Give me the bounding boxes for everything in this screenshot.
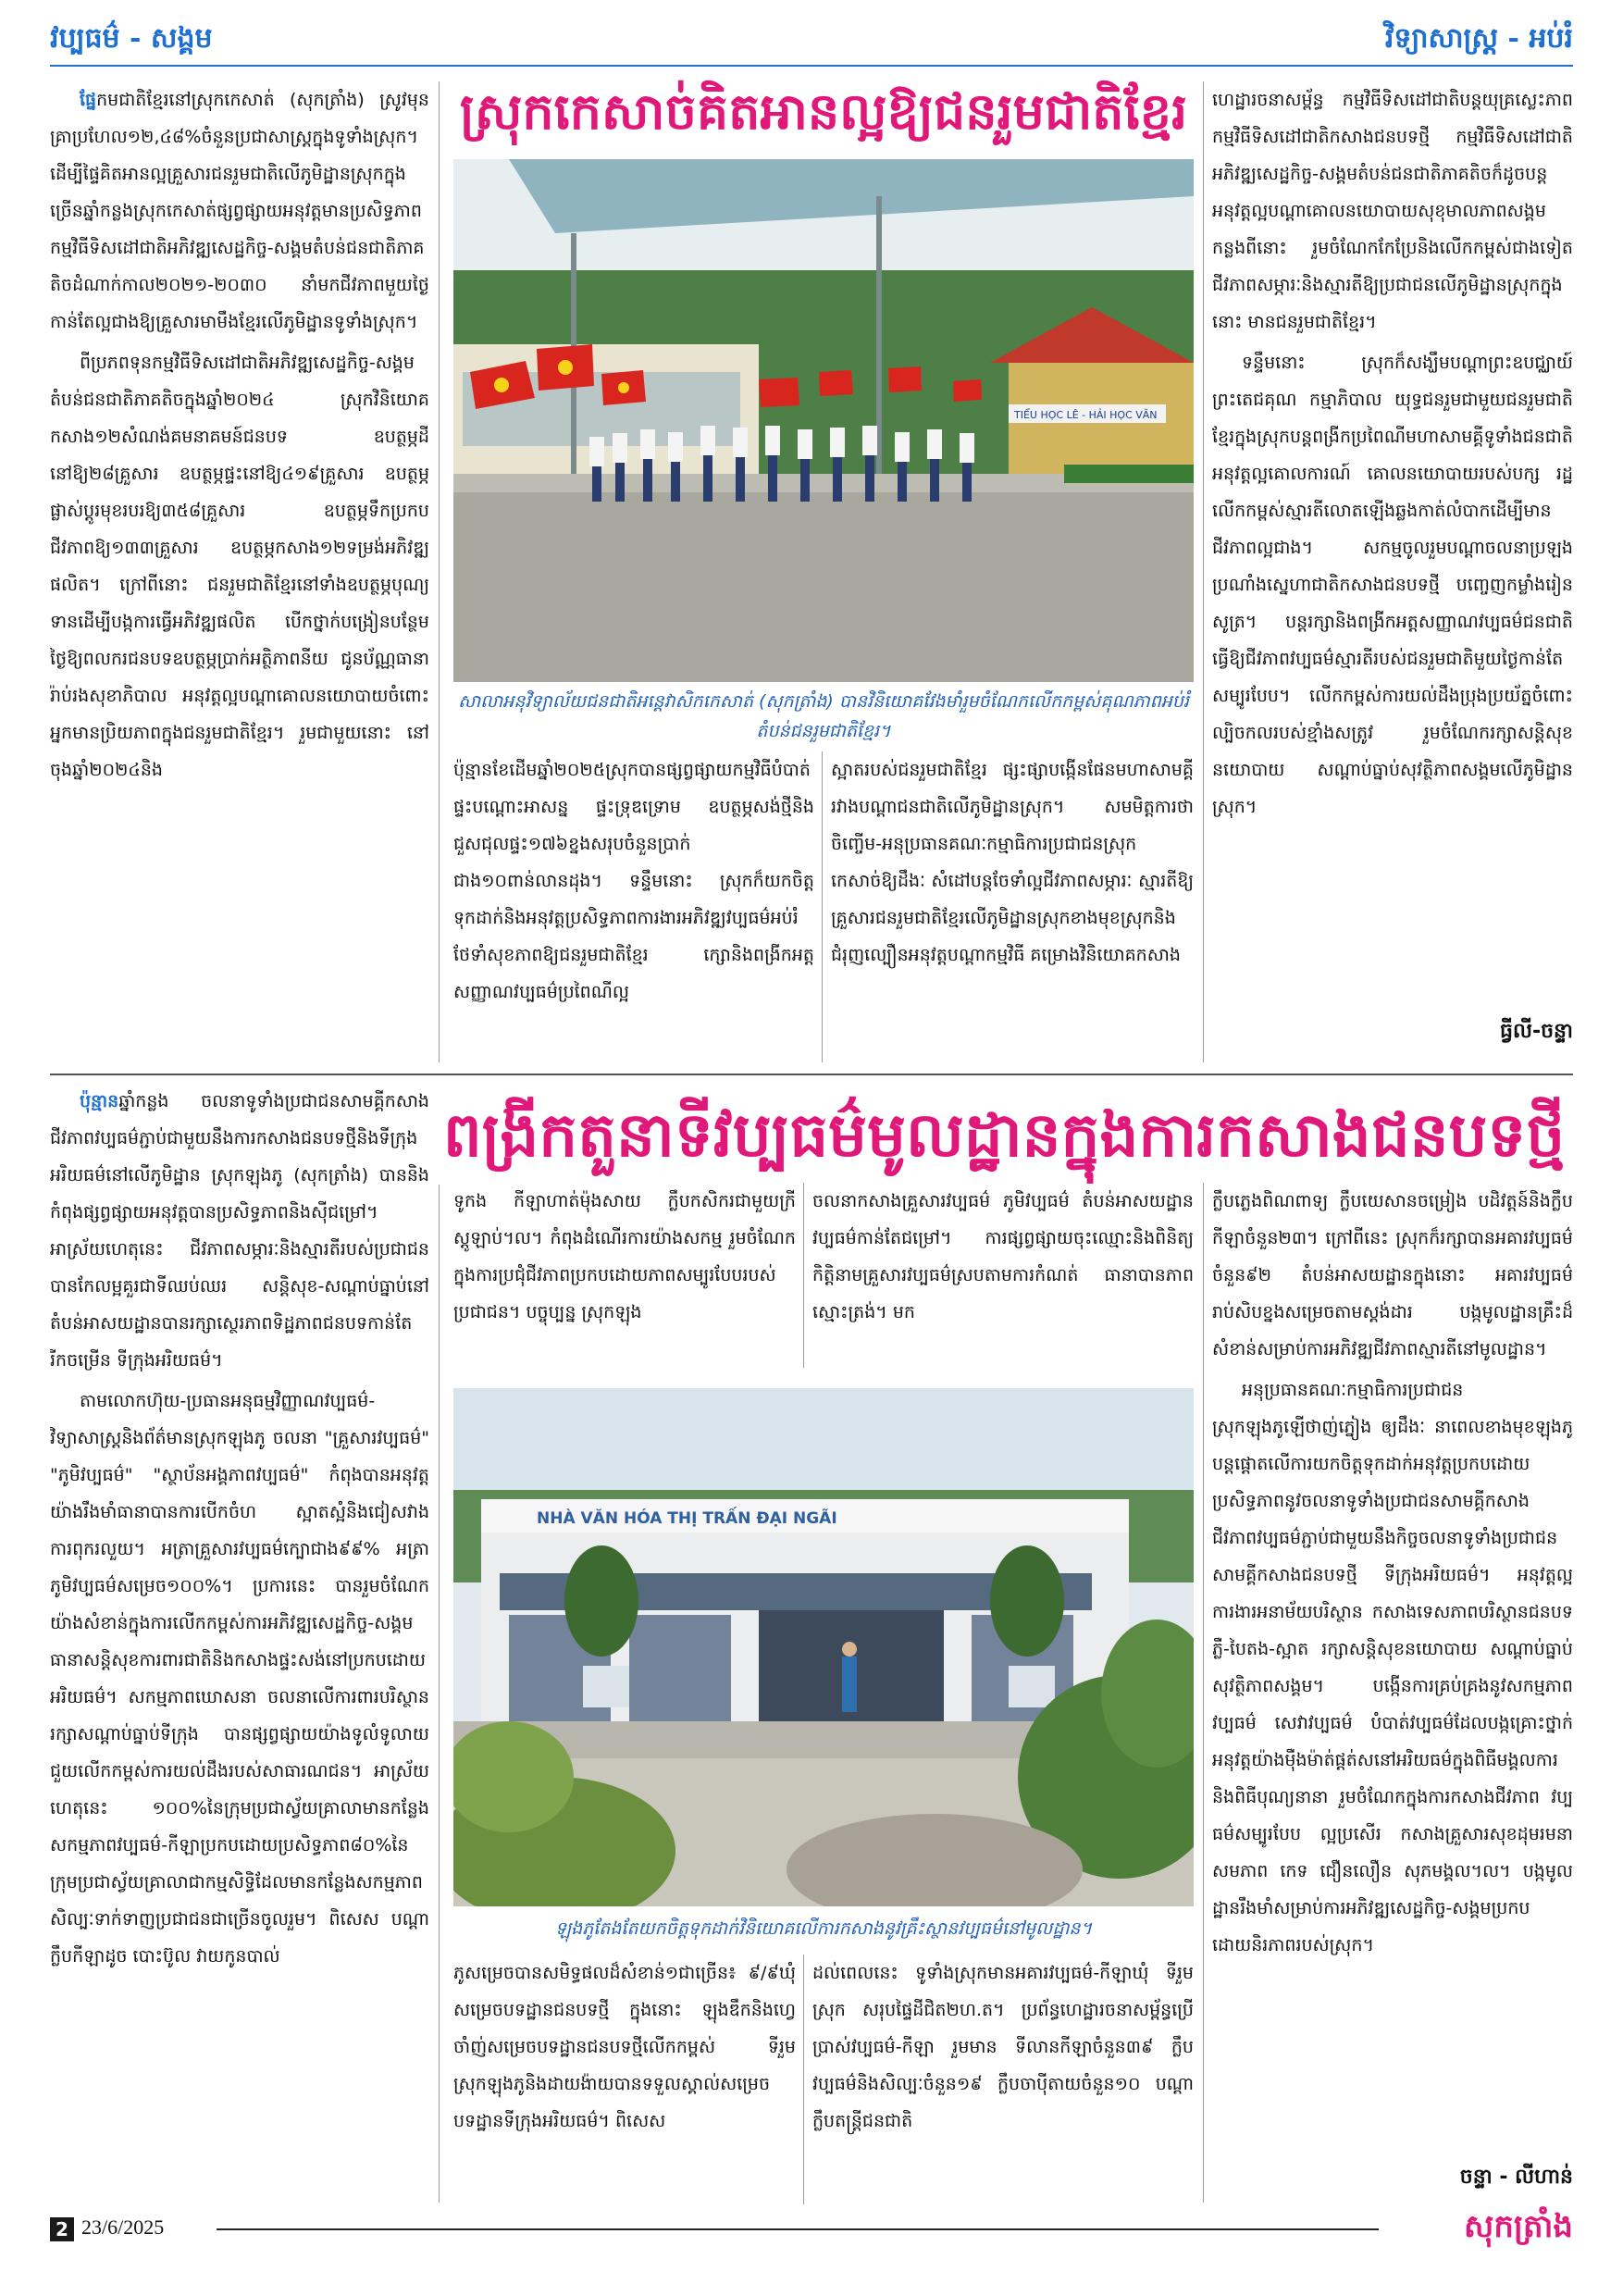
column-divider [822,751,823,1062]
article2-paragraph: ឆ្នាំកន្លង ចលនាទូទាំងប្រជាជនសាមគ្គីកសាងជីវភាពវប្បធម៌ភ្ជាប់ជាមួយនឹងការកសាងជនបទថ្មីនិងទីក្រុងអរិយធម៌នៅលើភូមិដ្ឋាន ស្រុកឡុងភូ (សុកត្រាំង) បាននិងកំពុងផ្សព្វផ្សាយអនុវត្តបានប្រសិទ្ធភាពនិងស៊ីជម្រៅ។ អាស្រ័យហេតុនេះ ជីវភាពសម្ភារៈនិងស្មារតីរបស់ប្រជាជនបានកែលម្អគួរជាទីឈប់ឈរ សន្តិសុខ-សណ្តាប់ធ្នាប់នៅតំបន់អាសយដ្ឋានបានរក្សាស្ថេរភាពទិដ្ឋភាពជនបទកាន់តែរីកចម្រើន ទីក្រុងអរិយធម៌។ [50,1091,429,1371]
article2-column-3-bottom [812,1955,1194,2204]
article1-headline: ស្រុកកេសាច់គិតអានល្អឱ្យជនរួមជាតិខ្មែរ [459,81,1188,141]
article-separator [50,1074,1573,1075]
article2-paragraph: ទូកង កីឡាហាត់ម៉ុងសាយ ក្លឹបកសិករជាមួយក្រីស្តូឡាប់។ល។ កំពុងដំណើរការយ៉ាងសកម្ម រួមចំណែកក្នុងការប្រជុំជីវភាពប្រកបដោយភាពសម្បូរបែបរបស់ប្រជាជន។ បច្ចុប្បន្ន ស្រុកឡុង [453,1191,796,1322]
article2-paragraph: ចលនាកសាងគ្រួសារវប្បធម៌ ភូមិវប្បធម៌ តំបន់អាសយដ្ឋានវប្បធម៌កាន់តែជម្រៅ។ ការផ្សព្វផ្សាយចុះឈ្មោះនិងពិនិត្យ កិត្តិនាមគ្រួសារវប្បធម៌ស្របតាមការកំណត់ ធានាបានភាពស្មោះត្រង់។ មក [812,1191,1194,1322]
article1-paragraph: ហេដ្ឋារចនាសម្ព័ន្ធ កម្មវិធីទិសដៅជាតិបន្តយុគ្រស្លេះភាព កម្មវិធីទិសដៅជាតិកសាងជនបទថ្មី កម្មវិធីទិសដៅជាតិអភិវឌ្ឍសេដ្ឋកិច្ច-សង្គមតំបន់ជនជាតិភាគតិចក៏ដូចបន្តអនុវត្តល្អបណ្តាគោលនយោបាយសុខុមាលភាពសង្គម កន្លងពីនោះ រួមចំណែកកែប្រែនិងលើកកម្ពស់ជាងទៀតជីវភាពសម្ភារៈនិងស្មារតីឱ្យប្រជាជនលើភូមិដ្ឋានស្រុកក្នុងនោះ មានជនរួមជាតិខ្មែរ។ [1212,90,1573,332]
column-divider [1203,1183,1204,2203]
school-sign-text: TIỂU HỌC LÊ - HẢI HỌC VĂN [1014,409,1158,421]
article1-paragraph: កមជាតិខ្មែរនៅស្រុកកេសាត់ (សុកត្រាំង) ស្រូវមុនគ្រាប្រហែល១២,៤៨%ចំនួនប្រជាសាស្ត្រក្នុងទូទាំងស្រុក។ ដើម្បីផ្ទៃគិតអានល្អគ្រួសារជនរួមជាតិលើភូមិដ្ឋានស្រុកក្នុងច្រើនឆ្នាំកន្លងស្រុកកេសាត់ផ្សព្វផ្សាយអនុវត្តមានប្រសិទ្ធភាពកម្មវិធីទិសដៅជាតិអភិវឌ្ឍសេដ្ឋកិច្ច-សង្គមតំបន់ជនជាតិភាគតិចដំណាក់កាល២០២១-២០៣០ នាំមកជីវភាពមួយថ្ងៃកាន់តែល្អជាងឱ្យគ្រួសារមាមឹងខ្មែរលើភូមិដ្ឋានទូទាំងស្រុក។ [50,90,429,332]
article1-column-4 [1212,81,1573,1007]
footer-rule [217,2228,1379,2230]
article2-paragraph: តាមលោកហ៊ុយ-ប្រធានអនុធម្មវិញ្ញាណវប្បធម៌-វិទ្យាសាស្ត្រនិងព័ត៌មានស្រុកឡុងភូ ចលនា "គ្រួសារវប្បធម៌" "ភូមិវប្បធម៌" "ស្ថាប័នអង្គភាពវប្បធម៌" កំពុងបានអនុវត្តយ៉ាងរឹងមាំធានាបានការបើកចំហ ស្អាតស្អំនិងជៀសវាងការពុករលួយ។ អត្រាគ្រួសារវប្បធម៌ក្បោជាង៩៩% អត្រាភូមិវប្បធម៌សម្រេច១០០%។ ប្រការនេះ បានរួមចំណែកយ៉ាងសំខាន់ក្នុងការលើកកម្ពស់ការអភិវឌ្ឍសេដ្ឋកិច្ច-សង្គម ធានាសន្តិសុខការពារជាតិនិងកសាងផ្ទះសង់នៅប្រកបដោយអរិយធម៌។ សកម្មភាពឃោសនា ចលនាលើការពារបរិស្ថាន រក្សាសណ្តាប់ធ្នាប់ទីក្រុង បានផ្សព្វផ្សាយយ៉ាងទូលំទូលាយ ជួយលើកកម្ពស់ការយល់ដឹងរបស់សាធារណជន។ អាស្រ័យហេតុនេះ ១០០%នៃក្រុមប្រជាស្វ័យគ្រាលាមានកន្លែងសកម្មភាពវប្បធម៌-កីឡាប្រកបដោយប្រសិទ្ធភាព៨០%នៃក្រុមប្រជាស្វ័យគ្រាលាជាកម្មសិទ្ធិដែលមានកន្លែងសកម្មភាពសិល្បៈទាក់ទាញប្រជាជនជាច្រើនចូលរួម។ ពិសេស បណ្តាក្លឹបកីឡាដូច បោះប៊ូល វាយកូនបាល់ [50,1391,429,1967]
article2-signature: ចន្ទា - លីហាន់ [1459,2166,1573,2189]
article2-paragraph: ក្លឹបភ្លេងពិណពាទ្យ ក្លឹបយេសានចម្រៀង បដិវត្តន៍និងក្លឹបកីឡាចំនួន២៣។ ក្រៅពីនេះ ស្រុកក៏រក្សាបានអគារវប្បធម៌ចំនួន៩២ តំបន់អាសយដ្ឋានក្នុងនោះ អគារវប្បធម៌រាប់សិបខ្នងសម្រេចតាមស្តង់ដារ បង្កមូលដ្ឋានគ្រឹះដ៏សំខាន់សម្រាប់ការអភិវឌ្ឍជីវភាពស្មារតីនៅមូលដ្ឋាន។ [1212,1191,1573,1359]
article1-dropcap: ផ្នែ [80,90,97,110]
section-label-right: វិទ្យាសាស្ត្រ - អប់រំ [1384,22,1573,55]
article2-column-1 [50,1083,429,2203]
article1-column-2 [453,751,814,1062]
article2-column-2-bottom [453,1955,796,2204]
article2-paragraph: ដល់ពេលនេះ ទូទាំងស្រុកមានអគារវប្បធម៌-កីឡាឃុំ ទីរួមស្រុក សរុបផ្ទៃដីជិត២ហ.ត។ ប្រព័ន្ធហេដ្ឋារចនាសម្ព័ន្ធប្រើប្រាស់វប្បធម៌-កីឡា រួមមាន ទីលានកីឡាចំនួន៣៩ ក្លឹបវប្បធម៌និងសិល្បៈចំនួន១៩ ក្លឹបចាប៉ីតាយចំនួន១០ បណ្តាក្លឹបតន្ត្រីជនជាតិ [812,1963,1194,2131]
section-label-left: វប្បធម៌ - សង្គម [50,22,213,55]
article2-column-3-top [812,1183,1194,1368]
article2-photo-cultural-house [453,1388,1194,1906]
article1-paragraph: ប៉ុន្មានខែដើមឆ្នាំ២០២៥ស្រុកបានផ្សព្វផ្សាយកម្មវិធីបំបាត់ផ្ទះបណ្តោះអាសន្ន ផ្ទះទ្រុឌទ្រោម ឧបត្ថម្ភសង់ថ្មីនិងជួសជុលផ្ទះ១៧៦ខ្នងសរុបចំនួនប្រាក់ជាង១០ពាន់លានដុង។ ទន្ទឹមនោះ ស្រុកក៏យកចិត្តទុកដាក់និងអនុវត្តប្រសិទ្ធភាពការងារអភិវឌ្ឍវប្បធម៌អប់រំ ថែទាំសុខភាពឱ្យជនរួមជាតិខ្មែរ ក្សោនិងពង្រីកអត្តសញ្ញាណវប្បធម៌ប្រពៃណីល្អ [453,760,814,1002]
article2-photo-caption: ឡុងភូតែងតែយកចិត្តទុកដាក់វិនិយោគលើការកសាងនូវគ្រឹះស្ថានវប្បធម៌នៅមូលដ្ឋាន។ [554,1918,1093,1939]
issue-date: 23/6/2025 [81,2215,165,2239]
article1-photo-caption: សាលាអនុវិទ្យាល័យជនជាតិអន្តេវាសិកកេសាត់ (សុកត្រាំង) បានវិនិយោគវែងមាំរួមចំណែកលើកកម្ពស់គុណភាពអប់រំតំបន់ជនរួមជាតិខ្មែរ។ [458,691,1189,741]
column-divider [439,1185,440,2203]
article2-paragraph: អនុប្រធានគណៈកម្មាធិការប្រជាជនស្រុកឡុងភូឡើថាញ់ភ្នៀង ឲ្យដឹងៈ នាពេលខាងមុខឡុងភូបន្តផ្តោតលើការយកចិត្តទុកដាក់អនុវត្តប្រកបដោយប្រសិទ្ធភាពនូវចលនាទូទាំងប្រជាជនសាមគ្គីកសាងជីវភាពវប្បធម៌ភ្ជាប់ជាមួយនឹងកិច្ចចលនាទូទាំងប្រជាជនសាមគ្គីកសាងជនបទថ្មី ទីក្រុងអរិយធម៌។ អនុវត្តល្អការងារអនាម័យបរិស្ថាន កសាងទេសភាពបរិស្ថានជនបទភ្លឺ-បៃតង-ស្អាត រក្សាសន្តិសុខនយោបាយ សណ្តាប់ធ្នាប់ សុវត្ថិភាពសង្គម។ បង្កើនការគ្រប់គ្រងនូវសកម្មភាពវប្បធម៌ សេវាវប្បធម៌ បំបាត់វប្បធម៌ដែលបង្កគ្រោះថ្នាក់ អនុវត្តយ៉ាងម៉ឺងម៉ាត់ផ្តត់សនៅអរិយធម៌ក្នុងពិធីមង្គលការនិងពិធីបុណ្យនានា រួមចំណែកក្នុងការកសាងជីវភាព វប្បធម៌សម្បូរបែប ល្អប្រសើរ កសាងគ្រួសារសុខដុមរមនា សមភាព កេទ ជឿនលឿន សុភមង្គល។ល។ បង្កមូលដ្ឋានរឹងមាំសម្រាប់ការអភិវឌ្ឍសេដ្ឋកិច្ច-សង្គមប្រកបដោយនិរភាពរបស់ស្រុក។ [1212,1380,1573,1955]
article1-photo-school-flag-parade [453,159,1194,682]
article1-column-1 [50,81,429,1062]
header-rule [50,65,1573,67]
article2-column-2-top [453,1183,796,1368]
article1-paragraph: ពីប្រភពទុនកម្មវិធីទិសដៅជាតិអភិវឌ្ឍសេដ្ឋកិច្ច-សង្គមតំបន់ជនជាតិភាគតិចក្នុងឆ្នាំ២០២៤ ស្រុកវិនិយោគកសាង១២សំណង់គមនាគមន៍ជនបទ ឧបត្ថម្ភដីនៅឱ្យ២៨គ្រួសារ ឧបត្ថម្ភផ្ទះនៅឱ្យ៤១៩គ្រួសារ ឧបត្ថម្ភផ្លាស់ប្តូរមុខរបរឱ្យ៣៥៨គ្រួសារ ឧបត្ថម្ភទឹកប្រកបជីវភាពឱ្យ១៣៣គ្រួសារ ឧបត្ថម្ភកសាង១២ទម្រង់អភិវឌ្ឍផលិត។ ក្រៅពីនោះ ជនរួមជាតិខ្មែរនៅទាំងឧបត្ថម្ភបុណ្យទានដើម្បីបង្កការធ្វើអភិវឌ្ឍផលិត បើកថ្នាក់បង្រៀនបន្ថែមថ្ងៃឱ្យពលករជនបទឧបត្ថម្ភប្រាក់អត្ថិភាពនីយ ជូនប័ណ្ណធានារ៉ាប់រងសុខាភិបាល អនុវត្តល្អបណ្តាគោលនយោបាយចំពោះអ្នកមានប្រិយភាពក្នុងជនរួមជាតិខ្មែរ។ រួមជាមួយនោះ នៅចុងឆ្នាំ២០២៤និង [50,353,429,780]
article2-dropcap: ប៉ុន្មាន [80,1091,119,1111]
column-divider [803,1183,804,1368]
column-divider [1203,81,1204,1062]
article2-paragraph: ភូសម្រេចបានសមិទ្ធផលដ៏សំខាន់១ជាច្រើន៖ ៩/៩ឃុំសម្រេចបទដ្ឋានជនបទថ្មី ក្នុងនោះ ឡុងឌឹកនិងហ្វេចាំញ់សម្រេចបទដ្ឋានជនបទថ្មីលើកកម្ពស់ ទីរួមស្រុកឡុងភូនិងដាយង៉ាយបានទទួលស្គាល់សម្រេចបទដ្ឋានទីក្រុងអរិយធម៌។ ពិសេស [453,1963,796,2131]
page-footer [50,2208,1573,2258]
article1-paragraph: ទន្ទឹមនោះ ស្រុកក៏សង្ឃឹមបណ្តាព្រះឧបជ្ឈាយ៍ព្រះតេជគុណ កម្មាភិបាល យុទ្ធជនរួមជាមួយជនរួមជាតិខ្មែរក្នុងស្រុកបន្តពង្រីកប្រពៃណីមហាសាមគ្គីទូទាំងជនជាតិ អនុវត្តល្អគោលការណ៍ គោលនយោបាយរបស់បក្ស រដ្ឋលើកកម្ពស់ស្មារតីលោតឡើងឆ្លងកាត់លំបាកដើម្បីមានជីវភាពល្អជាង។ សកម្មចូលរួមបណ្តាចលនាប្រឡងប្រណាំងស្នេហាជាតិកសាងជនបទថ្មី បញ្ចេញកម្លាំងរៀនសូត្រ។ បន្តរក្សានិងពង្រីកអត្តសញ្ញាណវប្បធម៌ជនជាតិធ្វើឱ្យជីវភាពវប្បធម៌ស្មារតីរបស់ជនរួមជាតិមួយថ្ងៃកាន់តែសម្បូរបែប។ លើកកម្ពស់ការយល់ដឹងប្រុងប្រយ័ត្នចំពោះល្បិចកលរបស់ខ្មាំងសត្រូវ រួមចំណែករក្សាសន្តិសុខនយោបាយ សណ្តាប់ធ្នាប់សុវត្ថិភាពសង្គមលើភូមិដ្ឋានស្រុក។ [1212,353,1573,817]
article2-column-4 [1212,1183,1573,2154]
building-sign-text: NHÀ VĂN HÓA THỊ TRẤN ĐẠI NGÃI [537,1509,837,1528]
page-number: 2 [50,2217,74,2241]
article1-signature: ធ្វីលី-ចន្ទា [1500,1020,1573,1043]
column-divider [803,1955,804,2204]
article2-headline: ពង្រីកតួនាទីវប្បធម៌មូលដ្ឋានក្នុងការកសាងជនបទថ្មី [442,1098,1566,1171]
article1-paragraph: ស្អាតរបស់ជនរួមជាតិខ្មែរ ផ្សះផ្សាបង្កើនផែនមហាសាមគ្គីរវាងបណ្តាជនជាតិលើភូមិដ្ឋានស្រុក។ សមមិត្តការថាចិញ្ចើម-អនុប្រធានគណៈកម្មាធិការប្រជាជនស្រុកកេសាច់ឱ្យដឹងៈ សំដៅបន្តចែទាំល្អជីវភាពសម្ភារៈ ស្មារតីឱ្យគ្រួសារជនរួមជាតិខ្មែរលើភូមិដ្ឋានស្រុកខាងមុខស្រុកនិងជំរុញល្បឿនអនុវត្តបណ្តាកម្មវិធី គម្រោងវិនិយោគកសាង [831,760,1194,965]
newspaper-masthead: សុកត្រាំង [1463,2208,1573,2245]
column-divider [439,81,440,1062]
article1-column-3 [831,751,1194,1062]
